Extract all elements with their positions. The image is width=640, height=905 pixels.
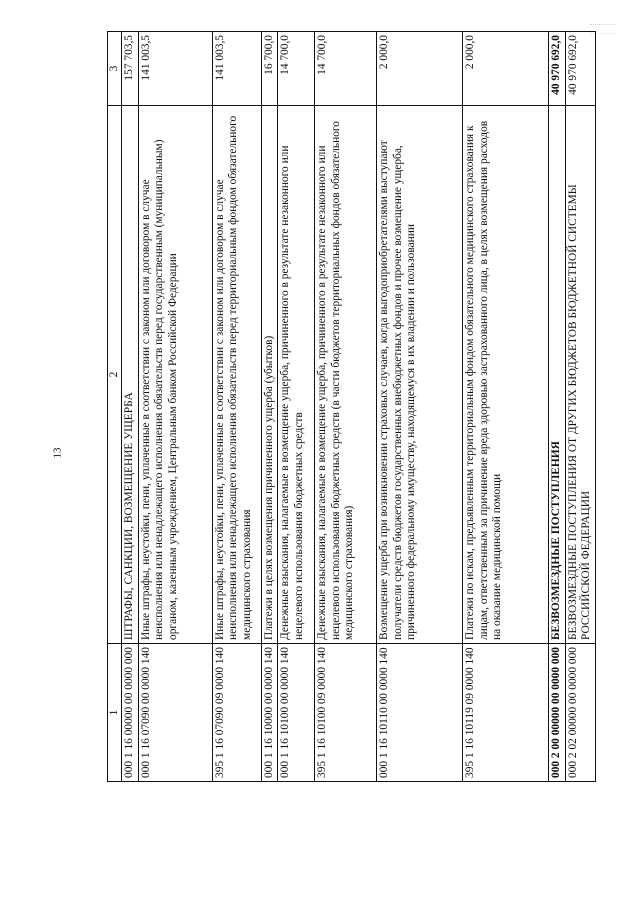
amount-cell: 14 700,0 [278, 32, 315, 106]
description-cell: Иные штрафы, неустойки, пени, уплаченные в соответствии с законом или договором в случае неисполнения или ненадлежащего исполнения обязательств перед территориальным фондом обязательного медицинского страхования [212, 106, 261, 644]
description-cell: Возмещение ущерба при возникновении страховых случаев, когда выгодоприобретателями выступают получатели средств бюджетов государственных внебюджетных фондов и прочее возмещение ущерба, причиненного федеральному имуществу, находящемуся в их владении и пользовании [377, 106, 463, 644]
description-cell: Иные штрафы, неустойки, пени, уплаченные в соответствии с законом или договором в случае неисполнения или ненадлежащего исполнения обязательств перед государственным (муниципальным) органом, казенным учреждением, Центральным банком Российской Федерации [138, 106, 212, 644]
revenue-table [107, 31, 596, 782]
table-row [122, 32, 138, 782]
description-cell: БЕЗВОЗМЕЗДНЫЕ ПОСТУПЛЕНИЯ [549, 106, 565, 644]
description-cell: Платежи в целях возмещения причиненного ущерба (убытков) [261, 106, 277, 644]
budget-code-cell: 395 1 16 07090 09 0000 140 [212, 644, 261, 782]
description-cell: БЕЗВОЗМЕЗДНЫЕ ПОСТУПЛЕНИЯ ОТ ДРУГИХ БЮДЖЕТОВ БЮДЖЕТНОЙ СИСТЕМЫ РОССИЙСКОЙ ФЕДЕРАЦИИ [565, 106, 595, 644]
amount-cell: 40 970 692,0 [565, 32, 595, 106]
table-row [549, 32, 565, 782]
table-header-row [108, 32, 122, 782]
table-row [463, 32, 549, 782]
budget-code-cell: 000 1 16 10000 00 0000 140 [261, 644, 277, 782]
revenue-table-body [108, 32, 596, 782]
amount-cell: 40 970 692,0 [549, 32, 565, 106]
table-row [212, 32, 261, 782]
amount-cell: 16 700,0 [261, 32, 277, 106]
table-frame [107, 32, 593, 782]
table-row [278, 32, 315, 782]
amount-cell: 14 700,0 [315, 32, 377, 106]
rotated-page-content [107, 32, 593, 782]
table-row [565, 32, 595, 782]
header-col-2: 2 [108, 106, 122, 644]
description-cell: Денежные взыскания, налагаемые в возмещение ущерба, причиненного в результате незаконного или нецелевого использования бюджетных средств [278, 106, 315, 644]
description-cell: Платежи по искам, предъявленным территориальным фондом обязательного медицинского страхования к лицам, ответственным за причинение вреда здоровью застрахованного лица, в целях возмещения расходов на оказание медицинской помощи [463, 106, 549, 644]
budget-code-cell: 395 1 16 10100 09 0000 140 [315, 644, 377, 782]
table-row [315, 32, 377, 782]
budget-code-cell: 000 1 16 10100 00 0000 140 [278, 644, 315, 782]
table-row [261, 32, 277, 782]
budget-code-cell: 000 1 16 00000 00 0000 000 [122, 644, 138, 782]
header-col-1: 1 [108, 644, 122, 782]
amount-cell: 141 003,5 [138, 32, 212, 106]
page-number: 13 [51, 447, 64, 459]
budget-code-cell: 000 1 16 07090 00 0000 140 [138, 644, 212, 782]
budget-code-cell: 000 2 02 00000 00 0000 000 [565, 644, 595, 782]
table-row [377, 32, 463, 782]
description-cell: ШТРАФЫ, САНКЦИИ, ВОЗМЕЩЕНИЕ УЩЕРБА [122, 106, 138, 644]
table-row [138, 32, 212, 782]
budget-code-cell: 000 1 16 10110 00 0000 140 [377, 644, 463, 782]
amount-cell: 2 000,0 [377, 32, 463, 106]
budget-code-cell: 395 1 16 10119 09 0000 140 [463, 644, 549, 782]
description-cell: Денежные взыскания, налагаемые в возмещение ущерба, причиненного в результате незаконного или нецелевого использования бюджетных средств (в части бюджетов территориальных фондов обязательного медицинского страхования) [315, 106, 377, 644]
amount-cell: 157 703,5 [122, 32, 138, 106]
budget-code-cell: 000 2 00 00000 00 0000 000 [549, 644, 565, 782]
amount-cell: 141 003,5 [212, 32, 261, 106]
amount-cell: 2 000,0 [463, 32, 549, 106]
header-col-3: 3 [108, 32, 122, 106]
